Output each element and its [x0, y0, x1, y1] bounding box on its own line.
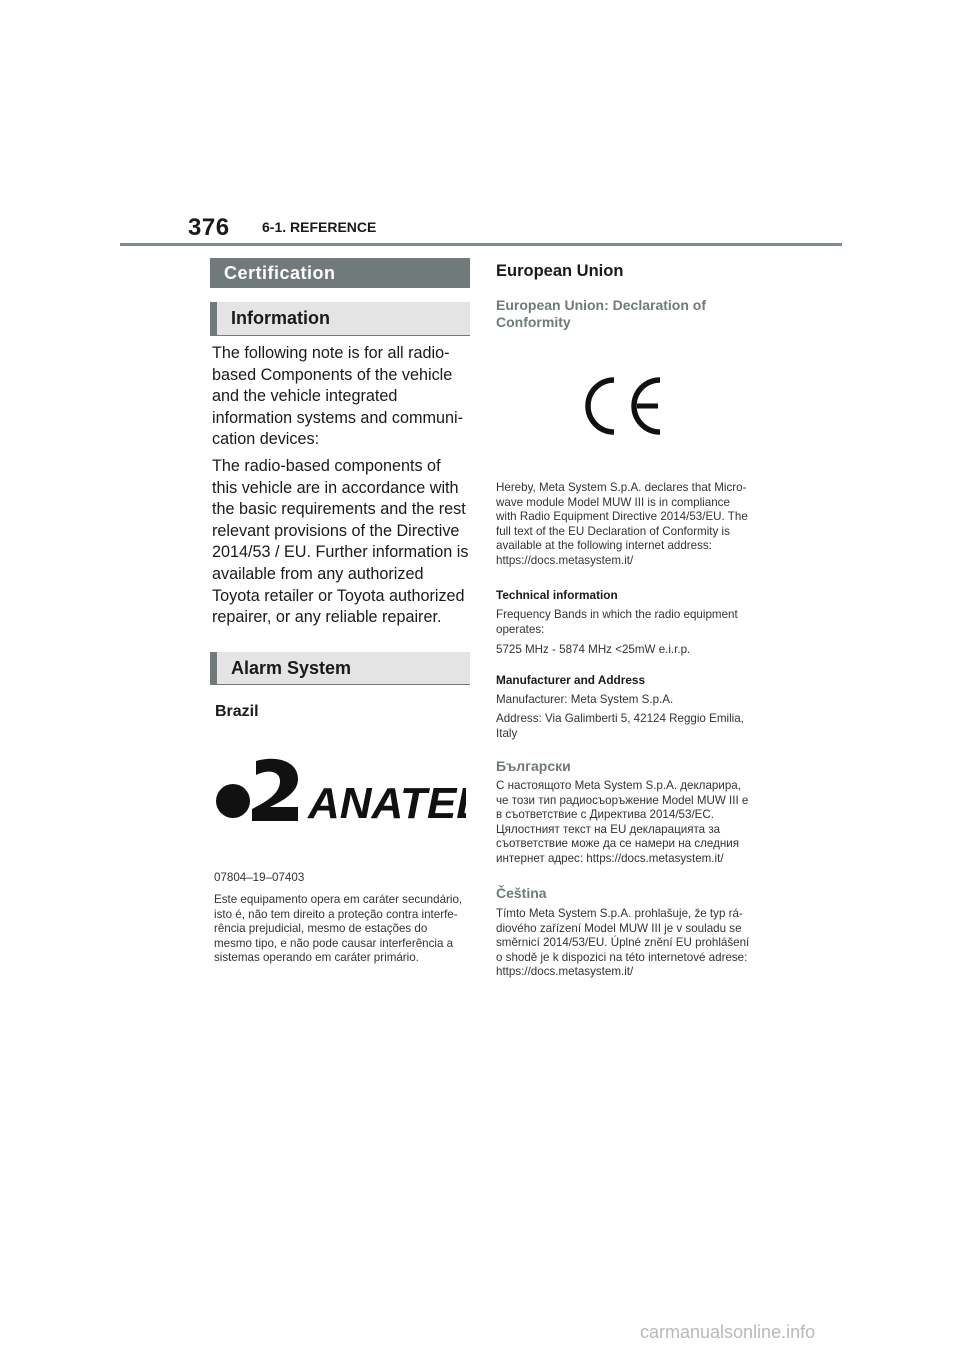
technical-information-text: Frequency Bands in which the radio equipment operates:: [496, 608, 738, 636]
anatel-statement: Este equipamento opera em caráter secundário, isto é, não tem direito a proteção contra interfe-rência prejudicial, mesmo de estações do mesmo tipo, e não pode causar interferência a sistemas operando em caráter primário.: [214, 893, 463, 964]
watermark: carmanualsonline.info: [640, 1322, 816, 1342]
czech-text: Tímto Meta System S.p.A. prohlašuje, že typ rá-diového zařízení Model MUW III je v souladu se směrnicí 2014/53/EU. Úplné znění EU prohlášení o shodě je k dispozici na této internetové adrese: https://docs.metasystem.it/: [496, 907, 750, 978]
european-union-heading: European Union: [496, 262, 624, 280]
declaration-of-conformity-heading: European Union: Declaration of Conformity: [496, 297, 707, 330]
anatel-code: 07804–19–07403: [214, 871, 305, 884]
manufacturer-address: Address: Via Galimberti 5, 42124 Reggio Emilia, Italy: [496, 712, 744, 740]
technical-information-heading: Technical information: [496, 588, 618, 602]
alarm-system-heading-label: Alarm System: [231, 657, 352, 678]
information-heading: [210, 302, 470, 336]
bulgarian-text: С настоящото Meta System S.p.A. декларира, че този тип радиосъоръжение Model MUW III е в съответствие с Директива 2014/53/ЕС. Цялостният текст на EU декларацията за съответствие може да се намери на следния интернет адрес: https://docs.metasystem.it/: [496, 779, 749, 865]
brazil-heading: Brazil: [215, 703, 259, 720]
information-heading-label: Information: [231, 308, 330, 328]
certification-heading: [210, 258, 470, 288]
anatel-logo-icon: [214, 755, 466, 828]
bulgarian-heading: Български: [496, 758, 571, 774]
anatel-logo-text: ANATEL: [308, 779, 466, 823]
alarm-system-heading: [210, 652, 470, 685]
ce-mark-icon: [580, 374, 666, 443]
eu-declaration-text: Hereby, Meta System S.p.A. declares that Micro-wave module Model MUW III is in compliance with Radio Equipment Directive 2014/53/EU. The full text of the EU Declaration of Conformity is available at the following internet address: https://docs.metasystem.it/: [496, 481, 748, 567]
information-paragraph-1: The following note is for all radio-based Components of the vehicle and the vehicle integrated information systems and communi-cation devices:: [212, 344, 463, 449]
czech-heading: Čeština: [496, 885, 547, 901]
frequency-band: 5725 MHz - 5874 MHz <25mW e.i.r.p.: [496, 643, 691, 656]
manufacturer-heading: Manufacturer and Address: [496, 673, 646, 687]
certification-heading-label: Certification: [224, 262, 336, 283]
page-number: 376: [188, 214, 230, 241]
header-divider: [120, 243, 842, 246]
information-paragraph-2: The radio-based components of this vehicle are in accordance with the basic requirements and the rest relevant provisions of the Directive 2014/53 / EU. Further information is available from any authorized Toyota retailer or Toyota authorized repairer, or any reliable repairer.: [212, 457, 469, 627]
section-label: 6-1. REFERENCE: [262, 219, 377, 235]
manufacturer-name: Manufacturer: Meta System S.p.A.: [496, 693, 674, 706]
